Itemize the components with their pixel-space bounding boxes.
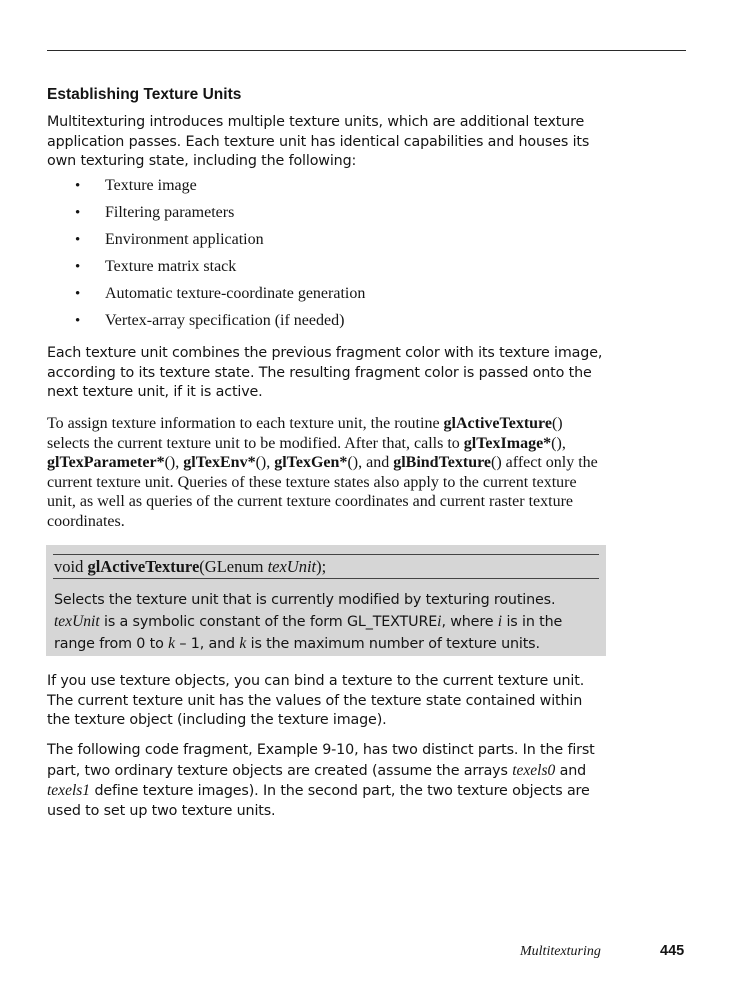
intro-paragraph: Multitexturing introduces multiple texture units, which are additional texture application passes. Each texture unit has identical capabilities and houses its own texturing state, including the following: — [47, 114, 590, 169]
function-name: glBindTexture — [393, 454, 492, 471]
bullet-icon: • — [75, 232, 81, 248]
variable-name: texels1 — [47, 782, 91, 799]
function-name: glActiveTexture — [87, 557, 200, 576]
assign-paragraph: To assign texture information to each texture unit, the routine glActiveTexture() selects the current texture unit to be modified. After that, calls to glTexImage*(), glTexParameter*(), glTexEnv*(), glTexGen*(), and glBindTexture() affect only the current texture unit. Queries of these texture states also apply to the current texture unit, as well as queries of the current texture coordinates and current raster texture coordinates. — [47, 415, 598, 530]
bullet-icon: • — [75, 286, 81, 302]
list-item-text: Environment application — [105, 231, 264, 248]
function-name: glTexGen* — [274, 454, 348, 471]
bullet-icon: • — [75, 259, 81, 275]
header-rule — [47, 50, 686, 51]
function-name: glActiveTexture — [443, 415, 552, 432]
list-item-text: Automatic texture-coordinate generation — [105, 285, 366, 302]
list-item-text: Texture image — [105, 177, 197, 194]
function-name: glTexParameter* — [47, 454, 165, 471]
bullet-icon: • — [75, 178, 81, 194]
bullet-icon: • — [75, 313, 81, 329]
variable-name: texels0 — [512, 761, 556, 779]
page-number: 445 — [660, 943, 685, 959]
bullet-icon: • — [75, 205, 81, 221]
function-name: glTexImage* — [463, 434, 552, 452]
parameter-name: texUnit — [267, 557, 317, 576]
box-top-rule — [53, 554, 599, 555]
function-description: Selects the texture unit that is currently modified by texturing routines. texUnit is a symbolic constant of the form GL_TEXTUREi, where i is in the range from 0 to k – 1, and k is the maximum number of texture units. — [54, 592, 563, 652]
texture-objects-paragraph: If you use texture objects, you can bind a texture to the current texture unit. The current texture unit has the values of the texture state contained within the texture object (including the texture image). — [47, 673, 585, 728]
section-heading: Establishing Texture Units — [47, 86, 242, 103]
function-reference-box — [46, 545, 606, 656]
box-bottom-rule — [53, 578, 599, 579]
function-signature: void glActiveTexture(GLenum texUnit); — [54, 557, 327, 576]
running-footer-title: Multitexturing — [520, 944, 601, 959]
combine-paragraph: Each texture unit combines the previous fragment color with its texture image, according to its texture state. The resulting fragment color is passed onto the next texture unit, if it is active. — [47, 345, 603, 400]
list-item-text: Vertex-array specification (if needed) — [105, 312, 345, 329]
example-paragraph: The following code fragment, Example 9-10, has two distinct parts. In the first part, two ordinary texture objects are created (assume the arrays texels0 and texels1 define texture images). In the second part, the two texture objects are used to set up two texture units. — [47, 742, 595, 819]
function-name: glTexEnv* — [183, 454, 256, 471]
list-item-text: Filtering parameters — [105, 204, 235, 221]
list-item-text: Texture matrix stack — [105, 258, 237, 275]
